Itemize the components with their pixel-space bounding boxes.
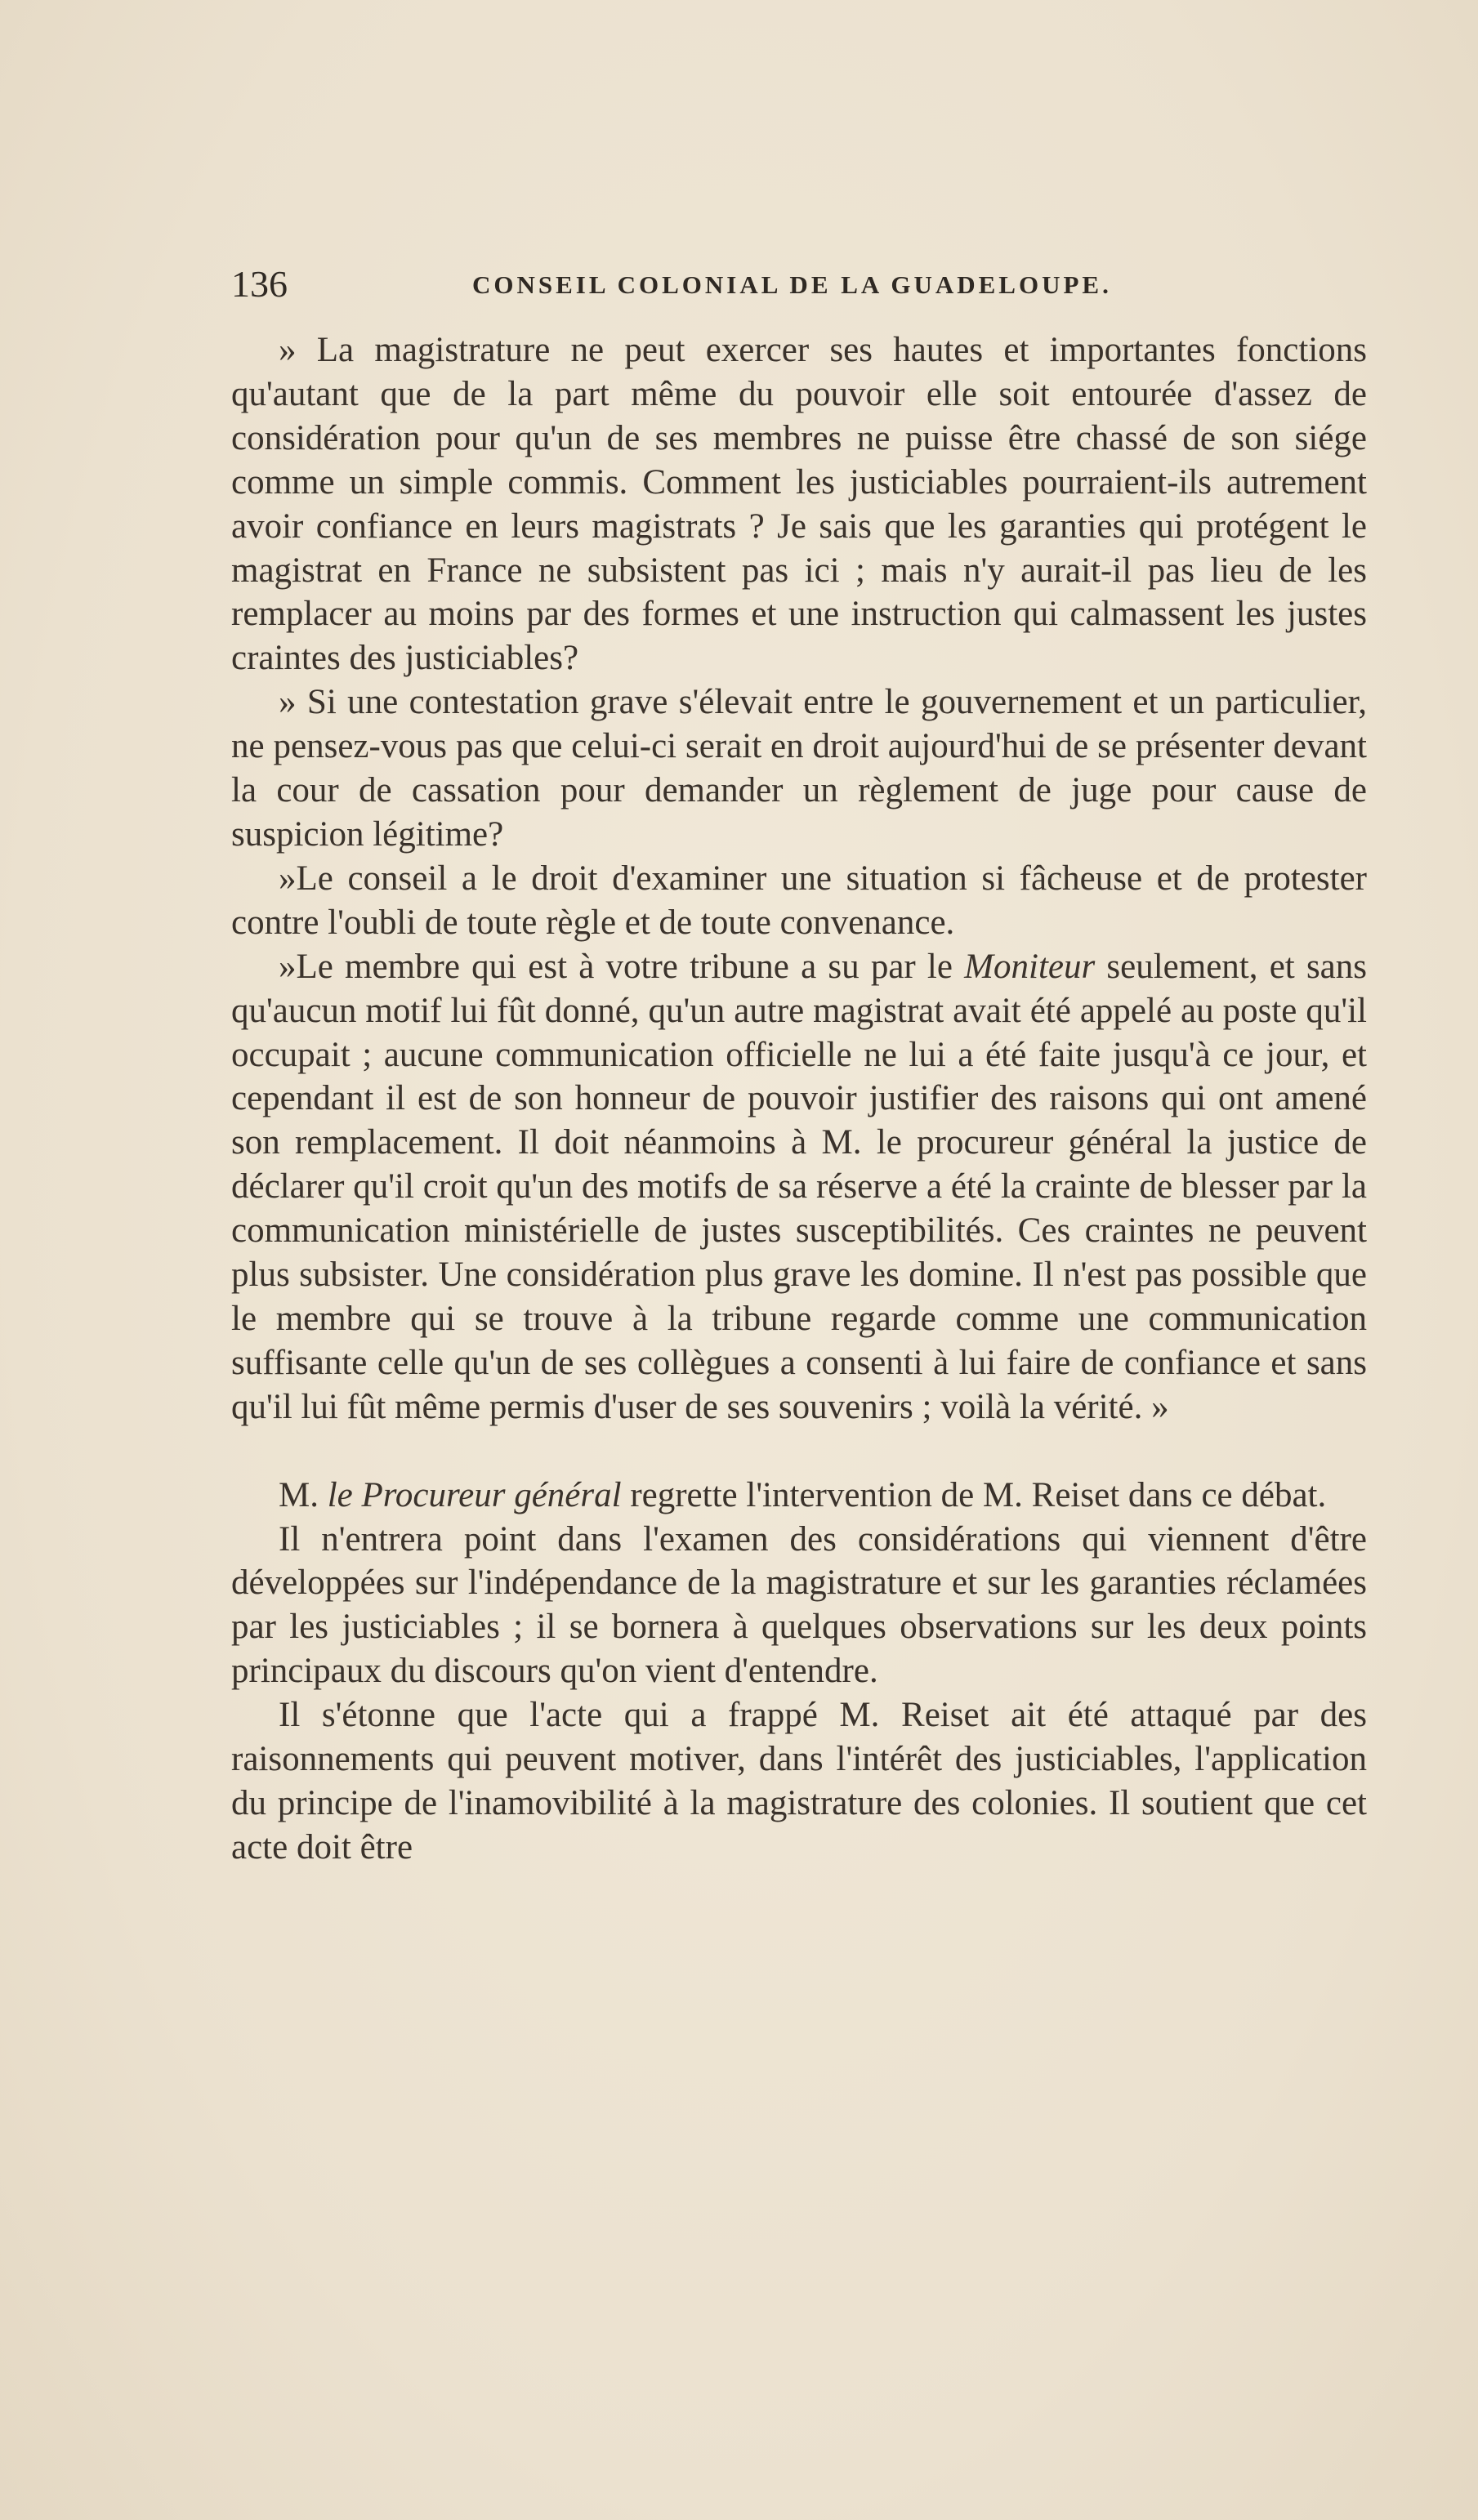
body-text	[231, 328, 1367, 1870]
running-title: CONSEIL COLONIAL DE LA GUADELOUPE.	[472, 270, 1112, 299]
paragraph-acte: Il s'étonne que l'acte qui a frappé M. Reiset ait été attaqué par des raisonnements qui peuvent motiver, dans l'intérêt des justiciables, l'application du principe de l'inamovibilité à la magistrature des colonies. Il soutient que cet acte doit être	[231, 1696, 1367, 1867]
paragraph-contestation: » Si une contestation grave s'élevait entre le gouvernement et un particulier, ne pensez-vous pas que celui-ci serait en droit aujourd'hui de se présenter devant la cour de cassation pour demander un règlement de juge pour cause de suspicion légitime?	[231, 683, 1367, 854]
membre-text-start: »Le membre qui est à votre tribune a su par le	[279, 947, 965, 986]
paragraph-conseil: »Le conseil a le droit d'examiner une situation si fâcheuse et de protester contre l'oubli de toute règle et de toute convenance.	[231, 859, 1367, 942]
procureur-text-start: M.	[279, 1475, 328, 1514]
page-number: 136	[231, 263, 288, 305]
paragraph-magistrature: » La magistrature ne peut exercer ses hautes et importantes fonctions qu'autant que de la part même du pouvoir elle soit entourée d'assez de considération pour qu'un de ses membres ne puisse être chassé de son siége comme un simple commis. Comment les justiciables pourraient-ils autrement avoir confiance en leurs magistrats ? Je sais que les garanties qui protégent le magistrat en France ne subsistent pas ici ; mais n'y aurait-il pas lieu de les remplacer au moins par des formes et une instruction qui calmassent les justes craintes des justiciables?	[231, 331, 1367, 678]
paragraph-membre	[231, 945, 1367, 1429]
procureur-general-italic: le Procureur général	[327, 1475, 622, 1514]
page-header	[231, 260, 1367, 309]
procureur-text-end: regrette l'intervention de M. Reiset dans ce débat.	[621, 1475, 1327, 1514]
membre-text-end: seulement, et sans qu'aucun motif lui fût donné, qu'un autre magistrat avait été appelé au poste qu'il occupait ; aucune communication officielle ne lui a été faite jusqu'à ce jour, et cependant il est de son honneur de pouvoir justifier des raisons qui ont amené son remplacement. Il doit néanmoins à M. le procureur général la justice de déclarer qu'il croit qu'un des motifs de sa réserve a été la crainte de blesser par la communication ministérielle de justes susceptibilités. Ces craintes ne peuvent plus subsister. Une considération plus grave les domine. Il n'est pas possible que le membre qui se trouve à la tribune regarde comme une communication suffisante celle qu'un de ses collègues a consenti à lui faire de confiance et sans qu'il lui fût même permis d'user de ses souvenirs ; voilà la vérité. »	[231, 947, 1367, 1426]
paragraph-examen: Il n'entrera point dans l'examen des considérations qui viennent d'être développées sur l'indépendance de la magistrature et sur les garanties réclamées par les justiciables ; il se bornera à quelques observations sur les deux points principaux du discours qu'on vient d'entendre.	[231, 1519, 1367, 1691]
moniteur-italic: Moniteur	[964, 947, 1096, 986]
paragraph-procureur	[231, 1474, 1367, 1518]
